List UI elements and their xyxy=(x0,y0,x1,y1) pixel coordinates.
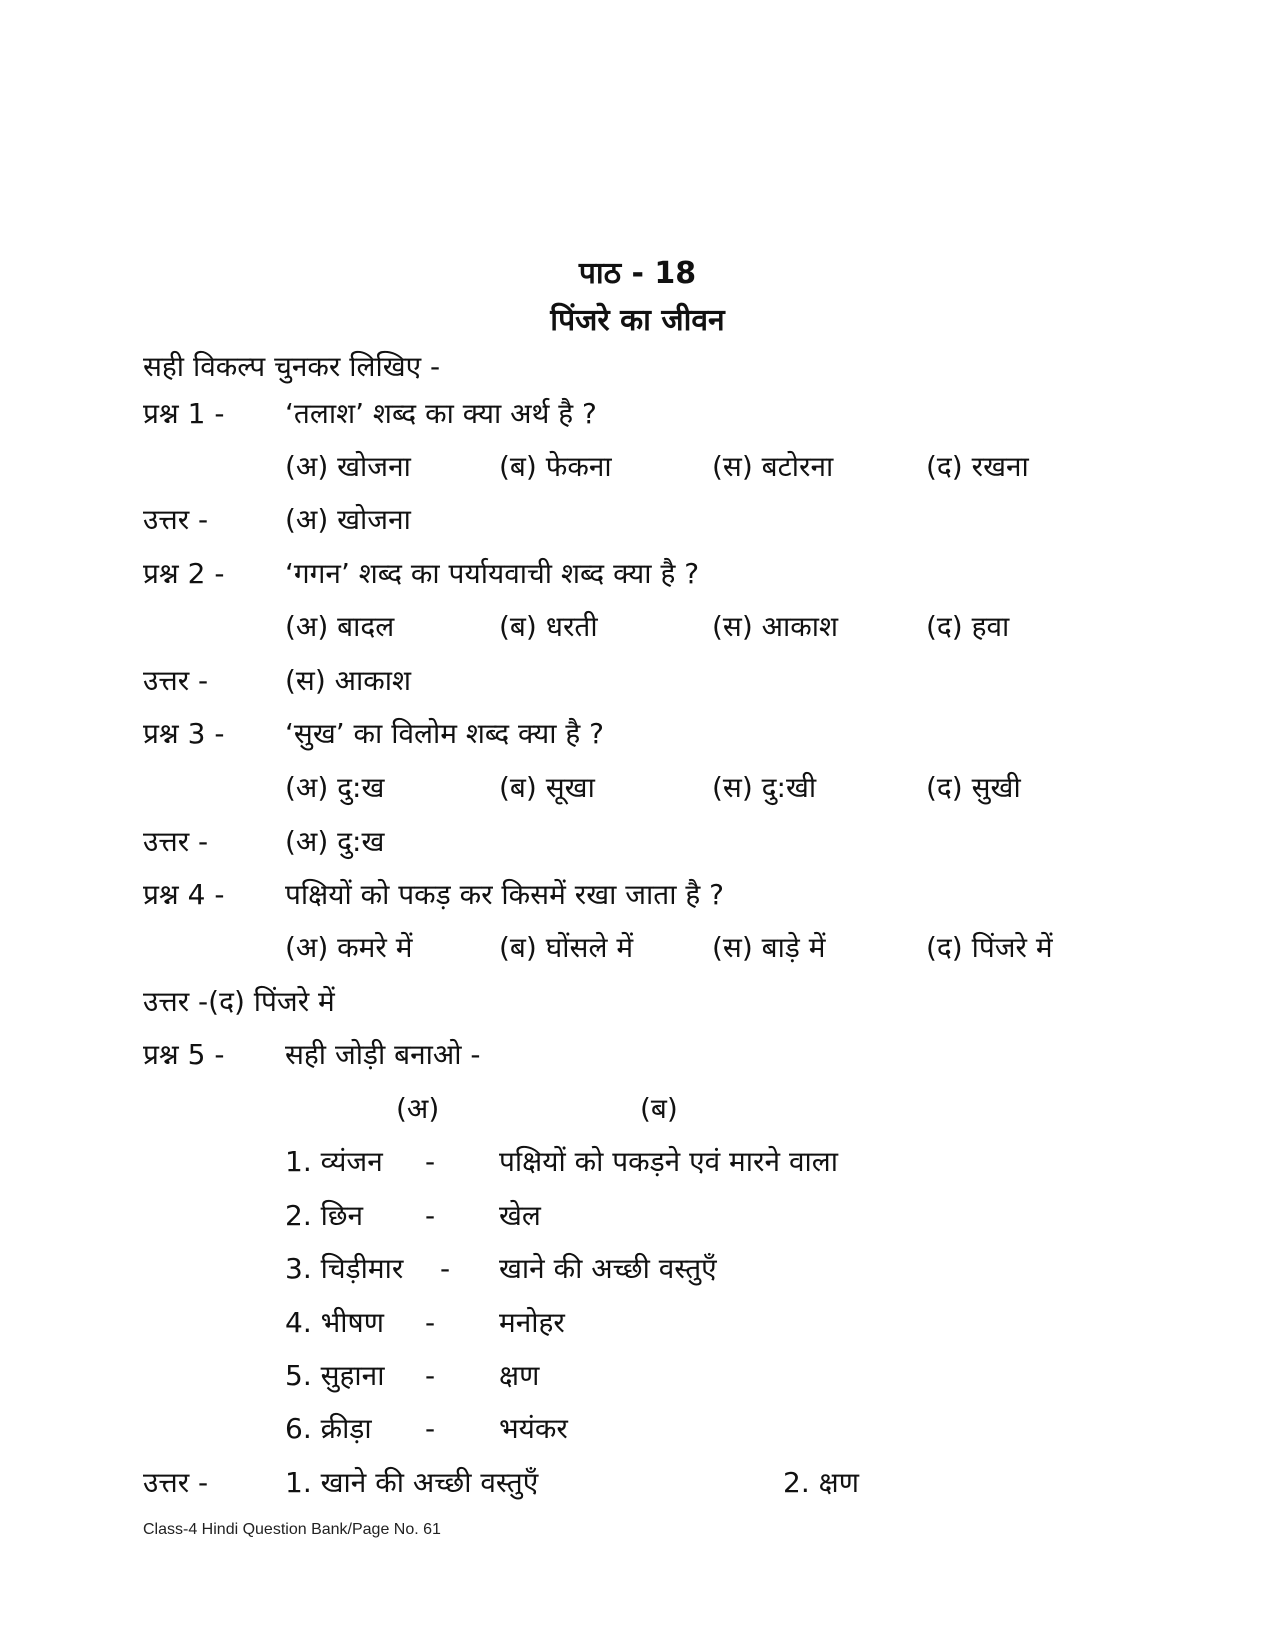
answer-2-label: उत्तर - xyxy=(143,664,209,697)
question-1-option-d: (द) रखना xyxy=(926,450,1029,483)
question-3-text: ‘सुख’ का विलोम शब्द क्या है ? xyxy=(285,717,605,750)
answer-3-label: उत्तर - xyxy=(143,825,209,858)
question-1-option-a: (अ) खोजना xyxy=(285,450,411,483)
question-3-option-c: (स) दु:खी xyxy=(712,771,817,804)
question-3-option-a: (अ) दु:ख xyxy=(285,771,385,804)
match-row-5-dash: - xyxy=(425,1359,436,1392)
match-row-4-right: मनोहर xyxy=(499,1306,565,1339)
page-footer: Class-4 Hindi Question Bank/Page No. 61 xyxy=(143,1521,441,1538)
answer-1-text: (अ) खोजना xyxy=(285,503,411,536)
question-4-text: पक्षियों को पकड़ कर किसमें रखा जाता है ? xyxy=(285,878,725,911)
match-row-6-dash: - xyxy=(425,1412,436,1445)
chapter-number: पाठ - 18 xyxy=(578,256,697,291)
match-row-6-right: भयंकर xyxy=(499,1412,568,1445)
match-row-4-dash: - xyxy=(425,1306,436,1339)
match-row-6-left: 6. क्रीड़ा xyxy=(285,1412,372,1445)
question-2-option-a: (अ) बादल xyxy=(285,610,395,643)
question-2-option-c: (स) आकाश xyxy=(712,610,839,643)
match-row-3-dash: - xyxy=(440,1252,451,1285)
question-1-option-b: (ब) फेकना xyxy=(499,450,612,483)
question-1-label: प्रश्न 1 - xyxy=(143,397,225,430)
instruction-text: सही विकल्प चुनकर लिखिए - xyxy=(143,350,441,383)
match-row-5-left: 5. सुहाना xyxy=(285,1359,385,1392)
match-column-a-header: (अ) xyxy=(396,1092,440,1125)
question-1-text: ‘तलाश’ शब्द का क्या अर्थ है ? xyxy=(285,397,597,430)
question-4-label: प्रश्न 4 - xyxy=(143,878,225,911)
question-4-option-a: (अ) कमरे में xyxy=(285,931,413,964)
match-column-b-header: (ब) xyxy=(640,1092,678,1125)
match-row-2-left: 2. छिन xyxy=(285,1199,364,1232)
question-2-option-d: (द) हवा xyxy=(926,610,1010,643)
match-row-1-dash: - xyxy=(425,1145,436,1178)
chapter-title: पिंजरे का जीवन xyxy=(550,303,725,338)
answer-5-item-2: 2. क्षण xyxy=(783,1466,859,1499)
match-row-2-dash: - xyxy=(425,1199,436,1232)
match-row-1-left: 1. व्यंजन xyxy=(285,1145,383,1178)
question-3-option-b: (ब) सूखा xyxy=(499,771,595,804)
match-row-3-right: खाने की अच्छी वस्तुएँ xyxy=(499,1252,717,1285)
match-row-3-left: 3. चिड़ीमार xyxy=(285,1252,404,1285)
question-5-label: प्रश्न 5 - xyxy=(143,1038,225,1071)
match-row-5-right: क्षण xyxy=(499,1359,540,1392)
answer-5-item-1: 1. खाने की अच्छी वस्तुएँ xyxy=(285,1466,539,1499)
match-row-2-right: खेल xyxy=(499,1199,541,1232)
question-5-text: सही जोड़ी बनाओ - xyxy=(285,1038,481,1071)
question-2-label: प्रश्न 2 - xyxy=(143,557,225,590)
question-4-option-b: (ब) घोंसले में xyxy=(499,931,634,964)
answer-1-label: उत्तर - xyxy=(143,503,209,536)
question-4-option-d: (द) पिंजरे में xyxy=(926,931,1053,964)
answer-5-label: उत्तर - xyxy=(143,1466,209,1499)
match-row-4-left: 4. भीषण xyxy=(285,1306,384,1339)
question-2-text: ‘गगन’ शब्द का पर्यायवाची शब्द क्या है ? xyxy=(285,557,700,590)
question-1-option-c: (स) बटोरना xyxy=(712,450,834,483)
answer-4-text: उत्तर -(द) पिंजरे में xyxy=(143,985,335,1018)
answer-3-text: (अ) दु:ख xyxy=(285,825,385,858)
question-4-option-c: (स) बाड़े में xyxy=(712,931,826,964)
question-3-option-d: (द) सुखी xyxy=(926,771,1021,804)
answer-2-text: (स) आकाश xyxy=(285,664,412,697)
question-3-label: प्रश्न 3 - xyxy=(143,717,225,750)
question-2-option-b: (ब) धरती xyxy=(499,610,598,643)
match-row-1-right: पक्षियों को पकड़ने एवं मारने वाला xyxy=(499,1145,839,1178)
